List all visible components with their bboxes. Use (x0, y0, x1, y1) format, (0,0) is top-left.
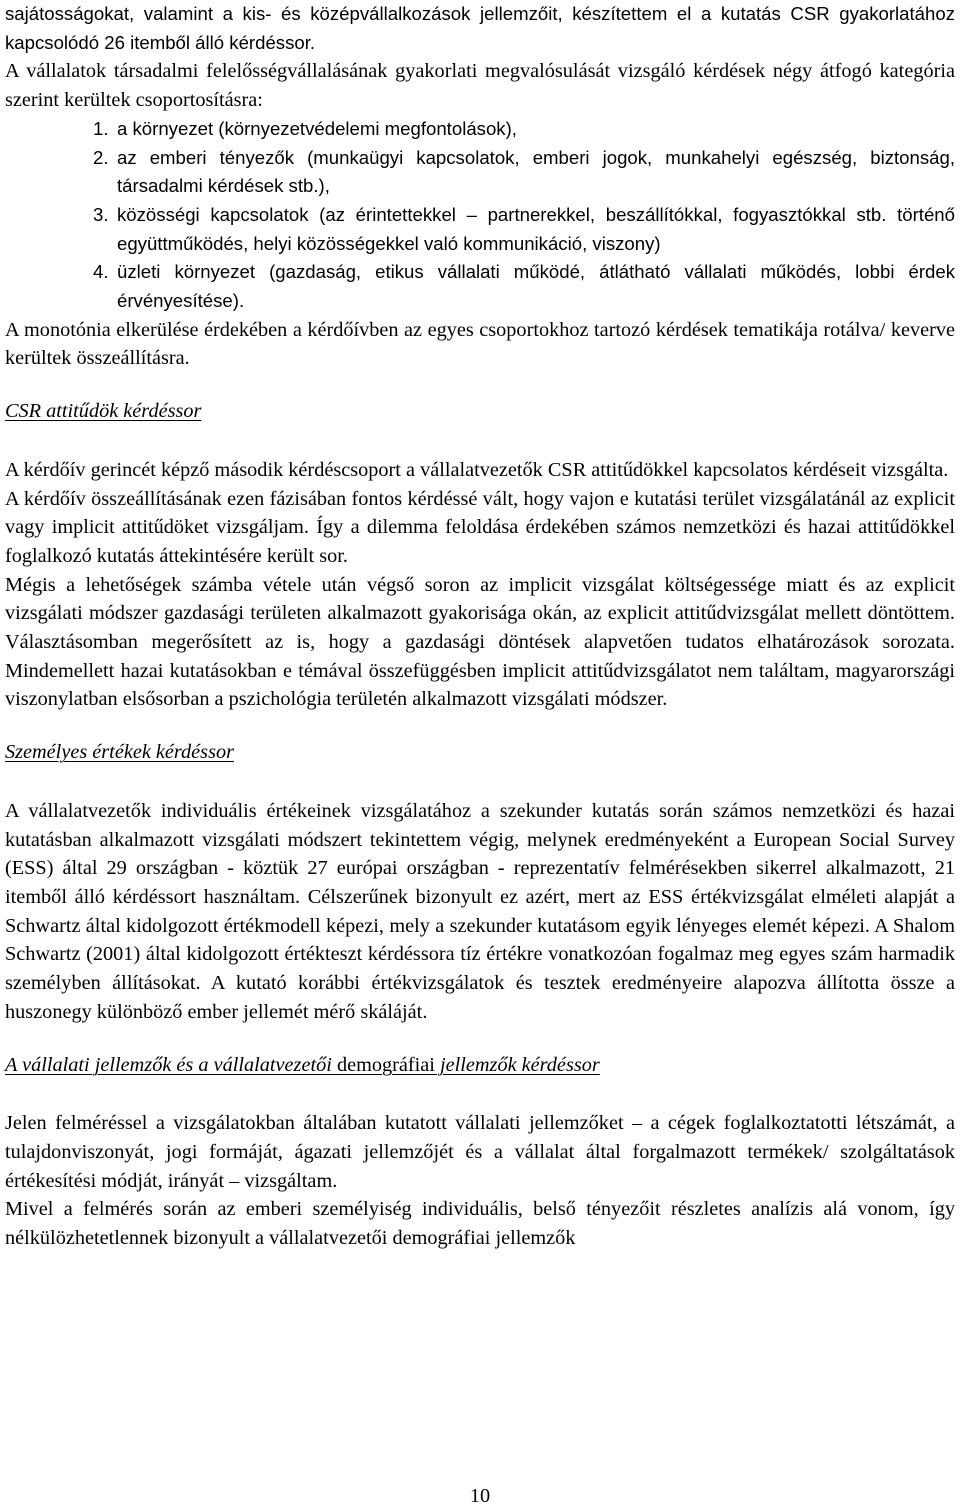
csr-category-list (5, 115, 955, 316)
intro-paragraph-continuation: sajátosságokat, valamint a kis- és középvállalkozások jellemzőit, készítettem el a kutatás CSR gyakorlatához kapcsolódó 26 itemből álló kérdéssor. (5, 3, 955, 53)
list-item-text: a környezet (környezetvédelemi megfontolások), (117, 117, 517, 139)
section-heading-company-demographics (5, 1051, 955, 1080)
document-body (5, 0, 955, 1253)
list-number: 2. (93, 146, 109, 168)
spacer (5, 373, 955, 397)
csr-paragraph-2: A kérdőív összeállításának ezen fázisában fontos kérdéssé vált, hogy vajon e kutatási terület vizsgálatánál az explicit vagy implicit attitűdöket vizsgáljam. Így a dilemma feloldása érdekében számos nemzetközi és hazai attitűdökkel foglalkozó kutatás áttekintésére került sor. (5, 487, 955, 567)
page-number: 10 (469, 1485, 491, 1507)
demographics-paragraph-1: Jelen felméréssel a vizsgálatokban általában kutatott vállalati jellemzőket – a cégek foglalkoztatotti létszámát, a tulajdonviszonyát, jogi formáját, ágazati jellemzőjét és a vállalat által forgalmazott termékek/ szolgáltatások értékesítési módját, irányát – vizsgáltam. (5, 1112, 955, 1192)
list-item-category-4 (5, 258, 955, 315)
list-item-text: üzleti környezet (gazdaság, etikus vállalati működé, átlátható vállalati működés, lobbi érdek érvényesítése). (117, 261, 955, 312)
spacer (5, 1027, 955, 1051)
list-item-text: közösségi kapcsolatok (az érintettekkel – partnerekkel, beszállítókkal, fogyasztókkal stb. történő együttműködés, helyi közösségekkel való kommunikáció, viszony) (117, 203, 955, 254)
csr-paragraph-1: A kérdőív gerincét képző második kérdéscsoport a vállalatvezetők CSR attitűdökkel kapcsolatos kérdéseit vizsgálta. (5, 458, 949, 481)
monotony-paragraph: A monotónia elkerülése érdekében a kérdőívben az egyes csoportokhoz tartozó kérdések tematikája rotálva/ keverve kerültek összeállításra. (5, 318, 955, 370)
list-item-category-3 (5, 201, 955, 258)
list-item-category-2 (5, 144, 955, 201)
values-paragraph-1: A vállalatvezetők individuális értékeinek vizsgálatához a szekunder kutatás során számos nemzetközi és hazai kutatásban alkalmazott vizsgálati módszert tekintettem végig, melynek eredményeként a European Social Survey (ESS) által 29 országban - köztük 27 európai országban - reprezentatív felmérésekben sikerrel alkalmazott, 21 itemből álló kérdéssort használtam. Célszerűnek bizonyult ez azért, mert az ESS értékvizsgálat elméleti alapját a Schwartz által kidolgozott értékmodell képezi, mely a szekunder kutatásom egyik lényeges elemét képezi. A Shalom Schwartz (2001) által kidolgozott értékteszt kérdéssora tíz értékre vonatkozóan fogalmaz meg egyes szám harmadik személyben állításokat. A kutató korábbi értékvizsgálatok és tesztek eredményeire alapozva állította össze a huszonegy különböző ember jellemét mérő skáláját. (5, 799, 955, 1023)
list-item-text: az emberi tényezők (munkaügyi kapcsolatok, emberi jogok, munkahelyi egészség, biztonság, társadalmi kérdések stb.), (117, 146, 955, 197)
section-heading-csr-attitudes: CSR attitűdök kérdéssor (5, 400, 202, 423)
intro-paragraph-categories: A vállalatok társadalmi felelősségvállalásának gyakorlati megvalósulását vizsgáló kérdések négy átfogó kategória szerint kerültek csoportosításra: (5, 60, 955, 112)
spacer (5, 1079, 955, 1109)
list-number: 1. (93, 117, 109, 139)
heading-part: jellemzők kérdéssor (434, 1053, 600, 1076)
spacer (5, 714, 955, 738)
list-number: 4. (93, 261, 109, 283)
spacer (5, 426, 955, 456)
heading-part: A vállalati jellemzők és a vállalatvezetői (5, 1053, 337, 1076)
csr-paragraph-3: Mégis a lehetőségek számba vétele után végső soron az implicit vizsgálat költségessége miatt és az explicit vizsgálati módszer gazdasági területen alkalmazott gyakorisága okán, az explicit attitűdvizsgálat mellett döntöttem. Választásomban megerősített az is, hogy a gazdasági döntések alapvetően tudatos elhatározások sorozata. Mindemellett hazai kutatásokban e témával összefüggésben implicit attitűdvizsgálatot nem találtam, magyarországi viszonylatban elsősorban a pszichológia területén alkalmazott vizsgálati módszer. (5, 573, 955, 711)
list-number: 3. (93, 203, 109, 225)
spacer (5, 767, 955, 797)
demographics-paragraph-2: Mivel a felmérés során az emberi személyiség individuális, belső tényezőit részletes analízis alá vonom, így nélkülözhetetlennek bizonyult a vállalatvezetői demográfiai jellemzők (5, 1198, 955, 1250)
list-item-category-1 (5, 115, 955, 144)
section-heading-personal-values: Személyes értékek kérdéssor (5, 741, 234, 764)
heading-part-upright: demográfiai (336, 1053, 435, 1076)
